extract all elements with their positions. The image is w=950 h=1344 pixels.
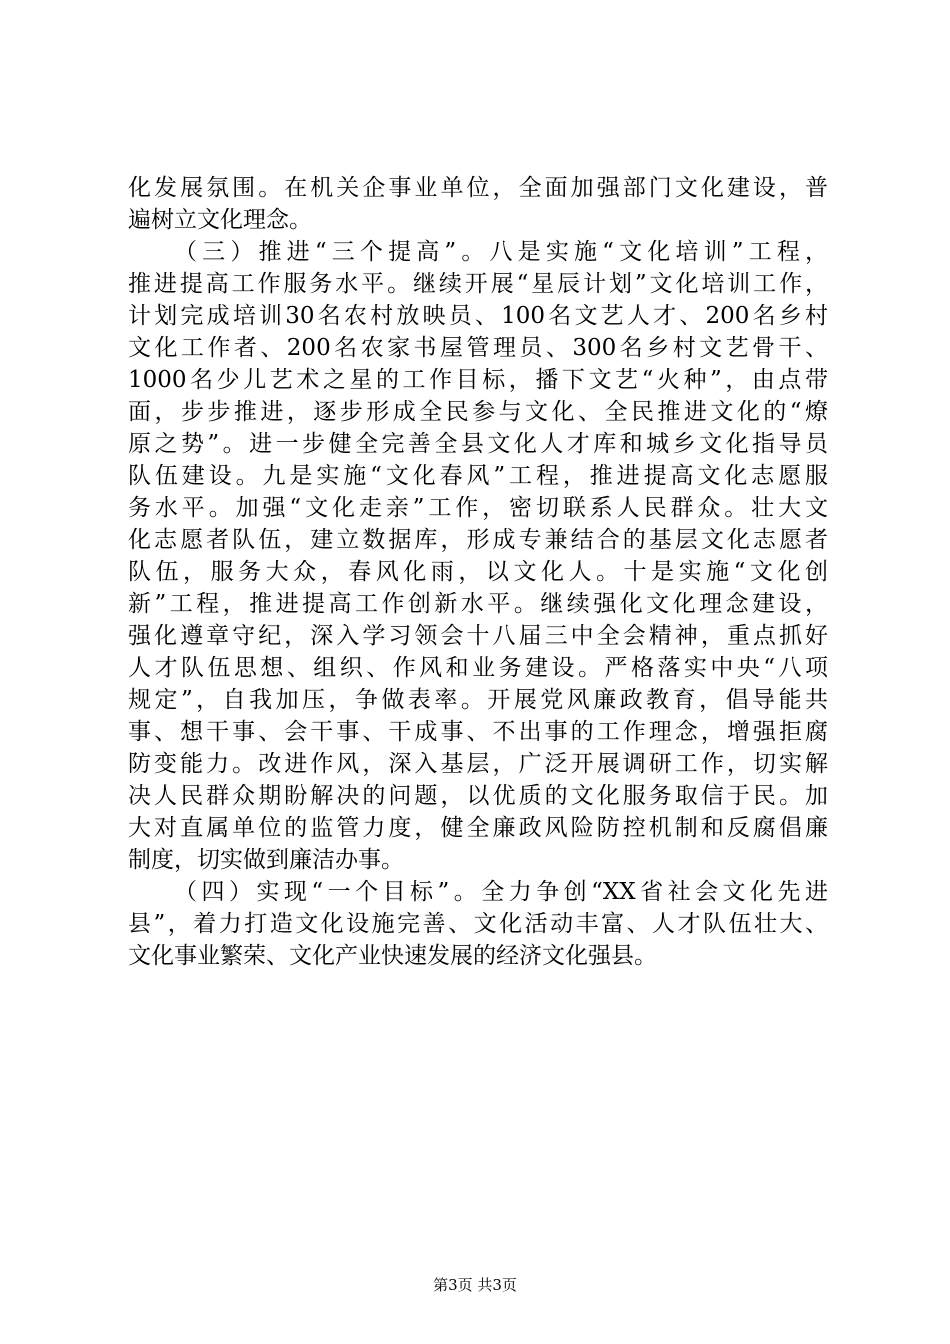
text-line: 务水平。加强“文化走亲”工作，密切联系人民群众。壮大文 — [128, 495, 828, 521]
text-line: 队伍，服务大众，春风化雨，以文化人。十是实施“文化创 — [128, 559, 828, 585]
text-line: 强化遵章守纪，深入学习领会十八届三中全会精神，重点抓好 — [128, 623, 828, 649]
text-line: 推进提高工作服务水平。继续开展“星辰计划”文化培训工作， — [128, 271, 828, 297]
text-line: 原之势”。进一步健全完善全县文化人才库和城乡文化指导员 — [128, 431, 828, 457]
text-line: 计划完成培训30名农村放映员、100名文艺人才、200名乡村 — [128, 303, 828, 329]
text-line: 规定”，自我加压，争做表率。开展党风廉政教育，倡导能共 — [128, 687, 828, 713]
text-line: 事、想干事、会干事、干成事、不出事的工作理念，增强拒腐 — [128, 719, 828, 745]
text-line: 化志愿者队伍，建立数据库，形成专兼结合的基层文化志愿者 — [128, 527, 828, 553]
text-line: 县”，着力打造文化设施完善、文化活动丰富、人才队伍壮大、 — [128, 911, 828, 937]
text-line: 文化事业繁荣、文化产业快速发展的经济文化强县。 — [128, 943, 657, 969]
page-footer: 第3页 共3页 — [433, 1276, 517, 1294]
text-line: 化发展氛围。在机关企事业单位，全面加强部门文化建设，普 — [128, 175, 828, 201]
text-line: 面，步步推进，逐步形成全民参与文化、全民推进文化的“燎 — [128, 399, 828, 425]
text-line: （四）实现“一个目标”。全力争创“XX省社会文化先进 — [174, 879, 828, 905]
text-line: （三）推进“三个提高”。八是实施“文化培训”工程， — [174, 239, 828, 265]
text-line: 队伍建设。九是实施“文化春风”工程，推进提高文化志愿服 — [128, 463, 828, 489]
text-line: 新”工程，推进提高工作创新水平。继续强化文化理念建设， — [128, 591, 828, 617]
text-line: 遍树立文化理念。 — [128, 207, 312, 233]
text-line: 大对直属单位的监管力度，健全廉政风险防控机制和反腐倡廉 — [128, 815, 828, 841]
text-line: 制度，切实做到廉洁办事。 — [128, 847, 404, 873]
text-line: 决人民群众期盼解决的问题，以优质的文化服务取信于民。加 — [128, 783, 828, 809]
text-line: 人才队伍思想、组织、作风和业务建设。严格落实中央“八项 — [128, 655, 828, 681]
document-body — [128, 172, 828, 972]
text-line: 文化工作者、200名农家书屋管理员、300名乡村文艺骨干、 — [128, 335, 828, 361]
text-line: 1000名少儿艺术之星的工作目标，播下文艺“火种”，由点带 — [128, 367, 828, 393]
text-line: 防变能力。改进作风，深入基层，广泛开展调研工作，切实解 — [128, 751, 828, 777]
